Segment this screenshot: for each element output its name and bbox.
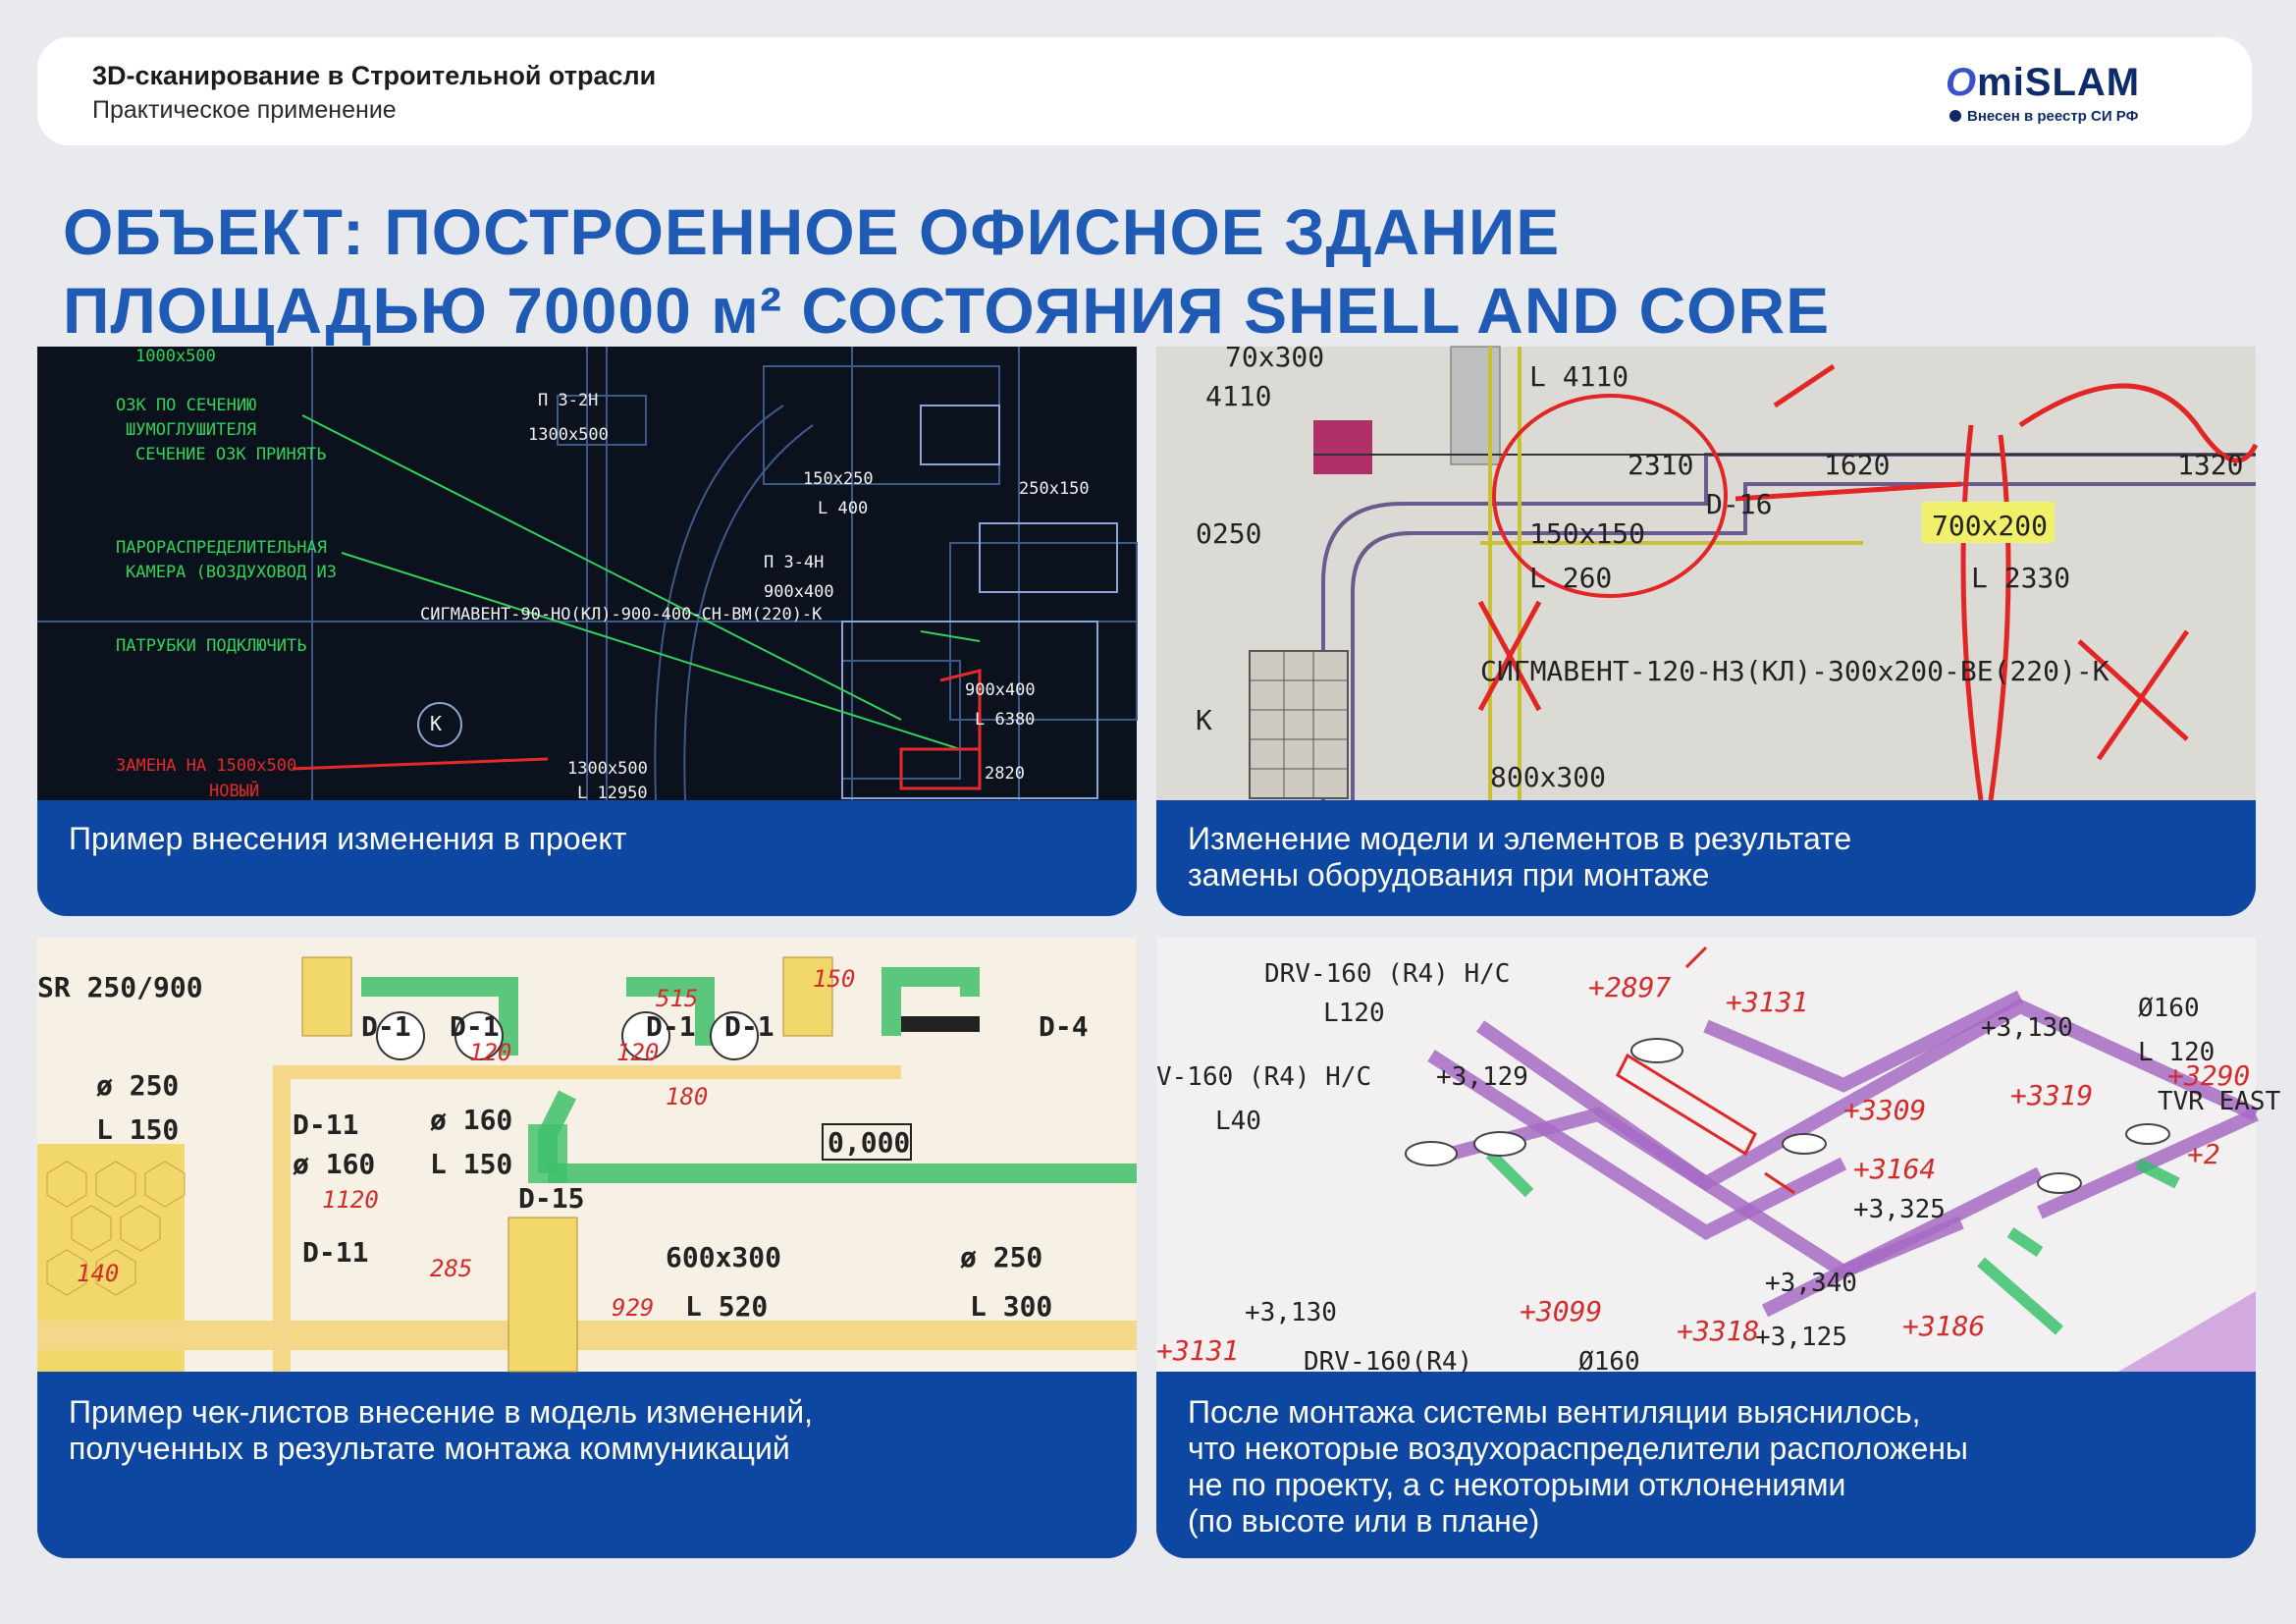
card-caption bbox=[69, 821, 1105, 857]
svg-text:L 400: L 400 bbox=[818, 499, 869, 518]
svg-text:900x400: 900x400 bbox=[965, 680, 1036, 700]
svg-text:П 3-2Н: П 3-2Н bbox=[538, 391, 599, 410]
svg-text:1320: 1320 bbox=[2177, 449, 2244, 481]
svg-text:TVR EAST: TVR EAST bbox=[2158, 1087, 2281, 1116]
svg-text:1000x500: 1000x500 bbox=[135, 347, 216, 366]
registry-note bbox=[1949, 108, 2138, 125]
svg-text:ПАТРУБКИ ПОДКЛЮЧИТЬ: ПАТРУБКИ ПОДКЛЮЧИТЬ bbox=[116, 636, 307, 656]
page-title bbox=[63, 192, 2222, 350]
svg-text:285: 285 bbox=[430, 1255, 473, 1282]
svg-text:1120: 1120 bbox=[322, 1186, 379, 1214]
svg-text:L 6380: L 6380 bbox=[975, 710, 1036, 730]
svg-text:DRV-160 (R4) H/C: DRV-160 (R4) H/C bbox=[1264, 959, 1511, 989]
svg-text:СИГМАВЕНТ-90-НО(КЛ)-900-400-СН: СИГМАВЕНТ-90-НО(КЛ)-900-400-СН-ВМ(220)-К bbox=[420, 605, 823, 624]
svg-text:1300x500: 1300x500 bbox=[528, 425, 609, 445]
svg-text:СЕЧЕНИЕ ОЗК ПРИНЯТЬ: СЕЧЕНИЕ ОЗК ПРИНЯТЬ bbox=[135, 445, 327, 464]
caption-line: не по проекту, а с некоторыми отклонениями bbox=[1188, 1467, 1846, 1502]
marked-drawing-image bbox=[1156, 341, 2256, 800]
svg-text:L 120: L 120 bbox=[2138, 1038, 2216, 1067]
card-model-change bbox=[1156, 341, 2256, 916]
svg-text:D-4: D-4 bbox=[1039, 1010, 1089, 1043]
marked-drawing-svg bbox=[1156, 341, 2256, 800]
svg-text:150: 150 bbox=[813, 965, 856, 993]
svg-text:+3,130: +3,130 bbox=[1245, 1298, 1337, 1327]
caption-line: (по высоте или в плане) bbox=[1188, 1503, 1540, 1539]
svg-text:ЗАМЕНА НА 1500х500: ЗАМЕНА НА 1500х500 bbox=[116, 756, 297, 776]
svg-text:П 3-4Н: П 3-4Н bbox=[764, 553, 825, 572]
svg-text:D-15: D-15 bbox=[518, 1182, 585, 1215]
svg-text:+3290: +3290 bbox=[2167, 1059, 2251, 1092]
svg-text:ПАРОРАСПРЕДЕЛИТЕЛЬНАЯ: ПАРОРАСПРЕДЕЛИТЕЛЬНАЯ bbox=[116, 538, 327, 558]
card-caption bbox=[1188, 1394, 2224, 1540]
svg-text:КАМЕРА (ВОЗДУХОВОД ИЗ: КАМЕРА (ВОЗДУХОВОД ИЗ bbox=[126, 563, 337, 582]
svg-text:2310: 2310 bbox=[1628, 449, 1694, 481]
checklist-drawing-image bbox=[37, 938, 1137, 1372]
cad-drawing-image bbox=[37, 347, 1137, 803]
caption-line: замены оборудования при монтаже bbox=[1188, 857, 1710, 893]
svg-text:+3,340: +3,340 bbox=[1765, 1269, 1857, 1298]
svg-text:+3186: +3186 bbox=[1902, 1310, 1986, 1342]
svg-text:700x200: 700x200 bbox=[1932, 510, 2049, 542]
svg-text:DRV-160(R4): DRV-160(R4) bbox=[1304, 1347, 1473, 1377]
svg-text:L 520: L 520 bbox=[685, 1290, 769, 1323]
cad-drawing-svg bbox=[37, 347, 1137, 803]
caption-line: После монтажа системы вентиляции выяснилось, bbox=[1188, 1394, 1921, 1430]
svg-text:ø 160: ø 160 bbox=[293, 1148, 376, 1180]
svg-text:L 260: L 260 bbox=[1529, 562, 1613, 594]
svg-text:СИГМАВЕНТ-120-НЗ(КЛ)-300x200-В: СИГМАВЕНТ-120-НЗ(КЛ)-300x200-ВЕ(220)-К bbox=[1480, 655, 2109, 687]
logo-wordmark bbox=[1946, 61, 2140, 105]
svg-text:L120: L120 bbox=[1323, 999, 1385, 1028]
svg-text:1300x500: 1300x500 bbox=[567, 759, 648, 779]
svg-text:НОВЫЙ: НОВЫЙ bbox=[209, 782, 260, 801]
svg-text:140: 140 bbox=[77, 1260, 120, 1287]
svg-text:120: 120 bbox=[469, 1039, 512, 1066]
svg-text:1620: 1620 bbox=[1824, 449, 1891, 481]
svg-text:V-160 (R4) H/C: V-160 (R4) H/C bbox=[1156, 1062, 1372, 1092]
svg-text:+2897: +2897 bbox=[1588, 971, 1672, 1003]
svg-text:0250: 0250 bbox=[1196, 517, 1262, 550]
svg-text:+3319: +3319 bbox=[2010, 1079, 2094, 1111]
svg-text:D-1: D-1 bbox=[450, 1010, 500, 1043]
svg-text:ШУМОГЛУШИТЕЛЯ: ШУМОГЛУШИТЕЛЯ bbox=[126, 420, 257, 440]
logo-o-mark: O bbox=[1946, 61, 1978, 104]
svg-text:70x300: 70x300 bbox=[1225, 341, 1325, 373]
svg-text:2820: 2820 bbox=[985, 764, 1025, 784]
svg-text:515: 515 bbox=[656, 985, 699, 1012]
svg-text:+3318: +3318 bbox=[1677, 1315, 1760, 1347]
svg-text:800x300: 800x300 bbox=[1490, 761, 1607, 793]
svg-text:+3131: +3131 bbox=[1726, 986, 1809, 1018]
checklist-drawing-svg bbox=[37, 938, 1137, 1372]
svg-text:Ø160: Ø160 bbox=[1578, 1347, 1640, 1377]
registry-text: Внесен в реестр СИ РФ bbox=[1967, 108, 2139, 125]
svg-text:D-1: D-1 bbox=[646, 1010, 696, 1043]
header-title: 3D-сканирование в Строительной отрасли bbox=[92, 61, 657, 90]
registry-icon bbox=[1949, 110, 1961, 122]
card-caption bbox=[69, 1394, 1105, 1467]
svg-text:ø 250: ø 250 bbox=[96, 1069, 180, 1102]
logo-text: miSLAM bbox=[1977, 61, 2141, 104]
svg-text:250x150: 250x150 bbox=[1019, 479, 1090, 499]
card-diffuser-deviation bbox=[1156, 938, 2281, 1558]
svg-text:+3099: +3099 bbox=[1520, 1295, 1603, 1327]
svg-text:L 12950: L 12950 bbox=[577, 784, 648, 803]
isometric-drawing-svg bbox=[1156, 938, 2281, 1377]
svg-text:900x400: 900x400 bbox=[764, 582, 834, 602]
card-project-change bbox=[37, 347, 1137, 916]
svg-text:120: 120 bbox=[616, 1039, 660, 1066]
svg-text:К: К bbox=[430, 712, 443, 735]
page-title-line-2: ПЛОЩАДЬЮ 70000 м² СОСТОЯНИЯ SHELL AND CORE bbox=[63, 274, 1831, 347]
svg-text:4110: 4110 bbox=[1205, 380, 1272, 412]
isometric-drawing-image bbox=[1156, 938, 2281, 1377]
page-title-line-1: ОБЪЕКТ: ПОСТРОЕННОЕ ОФИСНОЕ ЗДАНИЕ bbox=[63, 195, 1561, 268]
svg-text:L 300: L 300 bbox=[970, 1290, 1053, 1323]
svg-text:+3131: +3131 bbox=[1156, 1334, 1240, 1367]
svg-text:+3164: +3164 bbox=[1853, 1153, 1937, 1185]
svg-text:600x300: 600x300 bbox=[666, 1241, 782, 1273]
svg-text:+3309: +3309 bbox=[1843, 1094, 1927, 1126]
svg-text:+3,325: +3,325 bbox=[1853, 1195, 1946, 1224]
card-checklist-example bbox=[37, 938, 1137, 1558]
caption-line: Изменение модели и элементов в результате bbox=[1188, 821, 1852, 856]
card-caption bbox=[1188, 821, 2224, 893]
caption-line: что некоторые воздухораспределители расположены bbox=[1188, 1431, 1968, 1466]
svg-text:К: К bbox=[1196, 704, 1212, 736]
omislam-logo bbox=[1946, 61, 2191, 130]
svg-text:ОЗК ПО СЕЧЕНИЮ: ОЗК ПО СЕЧЕНИЮ bbox=[116, 396, 257, 415]
svg-text:D-11: D-11 bbox=[293, 1109, 359, 1141]
svg-text:150x150: 150x150 bbox=[1529, 517, 1646, 550]
caption-line: полученных в результате монтажа коммуникаций bbox=[69, 1431, 790, 1466]
header-bar bbox=[37, 37, 2252, 145]
svg-text:D-16: D-16 bbox=[1706, 488, 1773, 520]
svg-text:ø 250: ø 250 bbox=[960, 1241, 1043, 1273]
svg-text:L 4110: L 4110 bbox=[1529, 360, 1629, 393]
svg-text:L 2330: L 2330 bbox=[1971, 562, 2071, 594]
svg-text:180: 180 bbox=[666, 1083, 709, 1110]
svg-text:+3,130: +3,130 bbox=[1981, 1013, 2073, 1043]
svg-text:150x250: 150x250 bbox=[803, 469, 874, 489]
svg-text:D-1: D-1 bbox=[724, 1010, 774, 1043]
svg-text:+2: +2 bbox=[2187, 1138, 2220, 1170]
svg-text:D-1: D-1 bbox=[361, 1010, 411, 1043]
svg-text:ø 160: ø 160 bbox=[430, 1104, 513, 1136]
svg-text:Ø160: Ø160 bbox=[2138, 994, 2200, 1023]
caption-line: Пример чек-листов внесение в модель изменений, bbox=[69, 1394, 814, 1430]
svg-text:L40: L40 bbox=[1215, 1107, 1261, 1136]
svg-text:L 150: L 150 bbox=[430, 1148, 513, 1180]
svg-text:L 150: L 150 bbox=[96, 1113, 180, 1146]
svg-text:D-11: D-11 bbox=[302, 1236, 369, 1269]
svg-text:+3,129: +3,129 bbox=[1436, 1062, 1528, 1092]
svg-text:929: 929 bbox=[612, 1294, 655, 1322]
caption-line: Пример внесения изменения в проект bbox=[69, 821, 627, 856]
header-subtitle: Практическое применение bbox=[92, 96, 397, 124]
svg-text:0,000: 0,000 bbox=[828, 1126, 911, 1159]
svg-text:+3,125: +3,125 bbox=[1755, 1323, 1847, 1352]
svg-text:SR 250/900: SR 250/900 bbox=[37, 971, 203, 1003]
